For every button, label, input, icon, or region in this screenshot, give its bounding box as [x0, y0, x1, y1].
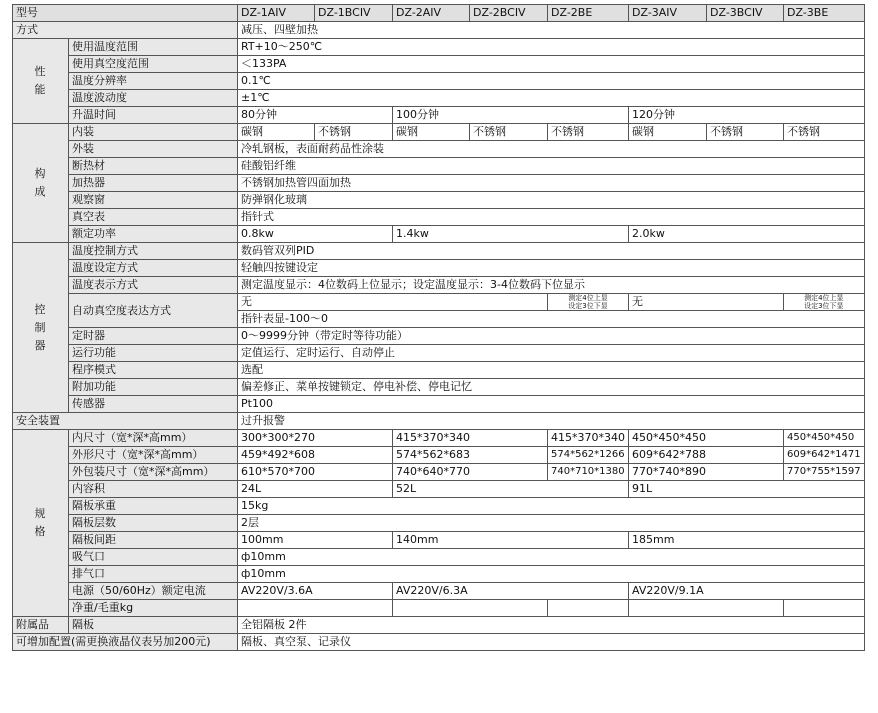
- row-value: 测定温度显示：4位数码上位显示；设定温度显示：3-4位数码下位显示: [238, 277, 865, 294]
- spec-row: [13, 243, 865, 260]
- spec-row: [13, 515, 865, 532]
- row-value: 碳钢: [629, 124, 707, 141]
- row-value: [238, 600, 393, 617]
- row-value: 全铝隔板 2件: [238, 617, 865, 634]
- row-label: 排气口: [69, 566, 238, 583]
- row-value-note: 测定4位上显 设定3位下显: [548, 294, 629, 311]
- group-label: 附属品: [13, 617, 69, 634]
- row-value: 防弹钢化玻璃: [238, 192, 865, 209]
- mode-row: [13, 22, 865, 39]
- row-label: 安全装置: [13, 413, 238, 430]
- row-label: 隔板承重: [69, 498, 238, 515]
- header-label: 型号: [13, 5, 238, 22]
- row-label: 可增加配置(需更换液晶仪表另加200元): [13, 634, 238, 651]
- row-value: 15kg: [238, 498, 865, 515]
- row-value: Pt100: [238, 396, 865, 413]
- row-value: 574*562*1266: [548, 447, 629, 464]
- row-label: 加热器: [69, 175, 238, 192]
- spec-row: [13, 413, 865, 430]
- row-value: 740*710*1380: [548, 464, 629, 481]
- row-label: 使用真空度范围: [69, 56, 238, 73]
- row-value: 91L: [629, 481, 865, 498]
- row-value: 2.0kw: [629, 226, 865, 243]
- spec-row: [13, 39, 865, 56]
- row-value: 碳钢: [393, 124, 470, 141]
- row-value: 偏差修正、菜单按键锁定、停电补偿、停电记忆: [238, 379, 865, 396]
- row-value: 185mm: [629, 532, 865, 549]
- row-value: 574*562*683: [393, 447, 548, 464]
- spec-row: [13, 260, 865, 277]
- row-label: 运行功能: [69, 345, 238, 362]
- row-label: 隔板间距: [69, 532, 238, 549]
- spec-row: [13, 600, 865, 617]
- row-value: 1.4kw: [393, 226, 629, 243]
- row-label: 传感器: [69, 396, 238, 413]
- model-name: DZ-1AIV: [238, 5, 315, 22]
- model-name: DZ-1BCIV: [315, 5, 393, 22]
- row-label: 额定功率: [69, 226, 238, 243]
- spec-row: [13, 498, 865, 515]
- spec-row: [13, 566, 865, 583]
- row-value: 2层: [238, 515, 865, 532]
- model-name: DZ-2AIV: [393, 5, 470, 22]
- row-label: 温度表示方式: [69, 277, 238, 294]
- row-value: 140mm: [393, 532, 629, 549]
- row-label: 使用温度范围: [69, 39, 238, 56]
- spec-row: [13, 583, 865, 600]
- spec-row: [13, 141, 865, 158]
- spec-row: [13, 549, 865, 566]
- row-value: 415*370*340: [548, 430, 629, 447]
- spec-row: [13, 277, 865, 294]
- row-value: 80分钟: [238, 107, 393, 124]
- model-name: DZ-3BE: [784, 5, 865, 22]
- group-label: 控 制 器: [13, 243, 69, 413]
- spec-row: [13, 73, 865, 90]
- row-value-note: 测定4位上显 设定3位下显: [784, 294, 865, 311]
- row-label: 定时器: [69, 328, 238, 345]
- spec-row: [13, 481, 865, 498]
- group-label: 构 成: [13, 124, 69, 243]
- row-value: 指针表显-100～0: [238, 311, 865, 328]
- spec-row: [13, 379, 865, 396]
- row-value: 指针式: [238, 209, 865, 226]
- row-value: 不锈钢: [470, 124, 548, 141]
- row-value: 300*300*270: [238, 430, 393, 447]
- header-row: [13, 5, 865, 22]
- row-label: 升温时间: [69, 107, 238, 124]
- spec-row: [13, 328, 865, 345]
- row-value: [784, 600, 865, 617]
- spec-row: [13, 362, 865, 379]
- row-value: 过升报警: [238, 413, 865, 430]
- row-value: 24L: [238, 481, 393, 498]
- row-value: 无: [238, 294, 548, 311]
- row-value: 隔板、真空泵、记录仪: [238, 634, 865, 651]
- spec-row: [13, 532, 865, 549]
- row-value: 减压、四壁加热: [238, 22, 865, 39]
- row-label: 外装: [69, 141, 238, 158]
- spec-row: [13, 430, 865, 447]
- spec-row: [13, 192, 865, 209]
- spec-row: [13, 294, 865, 311]
- row-value: 415*370*340: [393, 430, 548, 447]
- row-value: 不锈钢加热管四面加热: [238, 175, 865, 192]
- spec-row: [13, 447, 865, 464]
- row-label: 观察窗: [69, 192, 238, 209]
- row-value: 轻触四按键设定: [238, 260, 865, 277]
- row-value: 609*642*1471: [784, 447, 865, 464]
- row-label: 温度设定方式: [69, 260, 238, 277]
- row-value: 不锈钢: [707, 124, 784, 141]
- row-value: 定值运行、定时运行、自动停止: [238, 345, 865, 362]
- row-value: 52L: [393, 481, 629, 498]
- row-value: 610*570*700: [238, 464, 393, 481]
- row-value: ＜133PA: [238, 56, 865, 73]
- model-name: DZ-3BCIV: [707, 5, 784, 22]
- row-value: ф10mm: [238, 549, 865, 566]
- row-value: 770*755*1597: [784, 464, 865, 481]
- row-label: 温度波动度: [69, 90, 238, 107]
- row-value: 450*450*450: [784, 430, 865, 447]
- row-value: 选配: [238, 362, 865, 379]
- row-label: 内容积: [69, 481, 238, 498]
- row-value: 无: [629, 294, 784, 311]
- group-label: 规 格: [13, 430, 69, 617]
- row-label: 内装: [69, 124, 238, 141]
- row-value: [393, 600, 548, 617]
- row-value: 不锈钢: [548, 124, 629, 141]
- row-label: 外形尺寸（宽*深*高mm）: [69, 447, 238, 464]
- row-label: 吸气口: [69, 549, 238, 566]
- spec-row: [13, 226, 865, 243]
- row-value: 100分钟: [393, 107, 629, 124]
- row-value: RT+10～250℃: [238, 39, 865, 56]
- spec-row: [13, 158, 865, 175]
- model-name: DZ-2BE: [548, 5, 629, 22]
- row-value: 740*640*770: [393, 464, 548, 481]
- model-name: DZ-2BCIV: [470, 5, 548, 22]
- row-label: 断热材: [69, 158, 238, 175]
- spec-table: [12, 4, 865, 651]
- spec-row: [13, 209, 865, 226]
- row-value: 450*450*450: [629, 430, 784, 447]
- row-label: 净重/毛重kg: [69, 600, 238, 617]
- row-value: 459*492*608: [238, 447, 393, 464]
- spec-row: [13, 175, 865, 192]
- group-label: 性 能: [13, 39, 69, 124]
- row-value: 碳钢: [238, 124, 315, 141]
- row-label: 内尺寸（宽*深*高mm）: [69, 430, 238, 447]
- row-value: 0.1℃: [238, 73, 865, 90]
- spec-row: [13, 124, 865, 141]
- row-label: 自动真空度表达方式: [69, 294, 238, 328]
- row-value: 数码管双列PID: [238, 243, 865, 260]
- spec-row: [13, 56, 865, 73]
- row-label: 温度分辨率: [69, 73, 238, 90]
- row-value: 不锈钢: [315, 124, 393, 141]
- row-value: 冷轧钢板，表面耐药品性涂装: [238, 141, 865, 158]
- row-value: 0.8kw: [238, 226, 393, 243]
- spec-row: [13, 90, 865, 107]
- row-value: ф10mm: [238, 566, 865, 583]
- spec-row: [13, 464, 865, 481]
- model-name: DZ-3AIV: [629, 5, 707, 22]
- row-value: 100mm: [238, 532, 393, 549]
- row-value: [629, 600, 784, 617]
- row-value: ±1℃: [238, 90, 865, 107]
- row-label: 外包装尺寸（宽*深*高mm）: [69, 464, 238, 481]
- spec-row: [13, 107, 865, 124]
- row-label: 程序模式: [69, 362, 238, 379]
- row-value: 770*740*890: [629, 464, 784, 481]
- row-label: 电源（50/60Hz）额定电流: [69, 583, 238, 600]
- spec-row: [13, 617, 865, 634]
- row-value: AV220V/3.6A: [238, 583, 393, 600]
- row-value: 不锈钢: [784, 124, 865, 141]
- row-value: 120分钟: [629, 107, 865, 124]
- row-label: 隔板: [69, 617, 238, 634]
- row-value: 硅酸铝纤维: [238, 158, 865, 175]
- spec-row: [13, 634, 865, 651]
- row-value: 0～9999分钟（带定时等待功能）: [238, 328, 865, 345]
- row-value: 609*642*788: [629, 447, 784, 464]
- row-label: 附加功能: [69, 379, 238, 396]
- row-label: 隔板层数: [69, 515, 238, 532]
- row-value: [548, 600, 629, 617]
- row-label: 温度控制方式: [69, 243, 238, 260]
- row-value: AV220V/6.3A: [393, 583, 629, 600]
- spec-row: [13, 396, 865, 413]
- row-value: AV220V/9.1A: [629, 583, 865, 600]
- row-label: 真空表: [69, 209, 238, 226]
- spec-row: [13, 345, 865, 362]
- row-label: 方式: [13, 22, 238, 39]
